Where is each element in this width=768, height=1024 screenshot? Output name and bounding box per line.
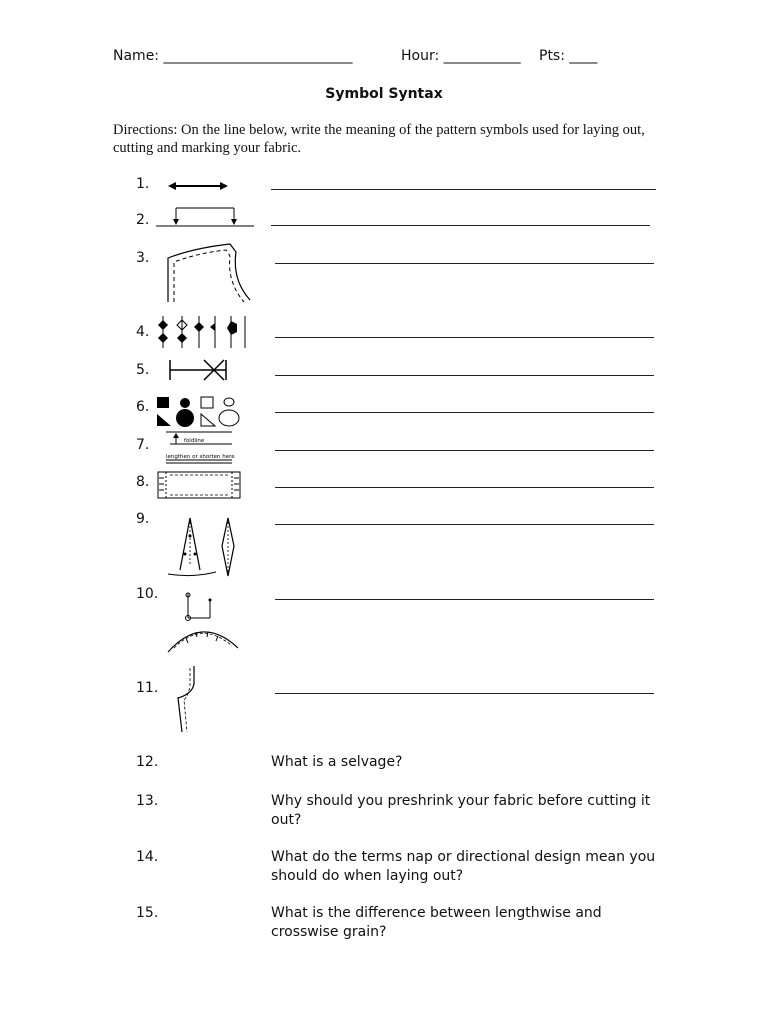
- answer-line-6[interactable]: [275, 412, 654, 413]
- answer-line-1[interactable]: [271, 189, 656, 190]
- item-number-2: 2.: [136, 212, 150, 228]
- hour-label: Hour: ___________: [401, 48, 521, 64]
- item-number-3: 3.: [136, 250, 150, 266]
- answer-line-8[interactable]: [275, 487, 654, 488]
- question-text-13: Why should you preshrink your fabric before cutting it out?: [271, 793, 651, 828]
- answer-line-2[interactable]: [271, 225, 650, 226]
- item-number-6: 6.: [136, 399, 150, 415]
- pts-label: Pts: ____: [539, 48, 598, 64]
- rectangle-marking-icon: [156, 470, 242, 500]
- item-number-5: 5.: [136, 362, 150, 378]
- place-on-fold-icon: [156, 206, 256, 228]
- item-number-1: 1.: [136, 176, 150, 192]
- notches-icon: [155, 314, 255, 350]
- answer-line-7[interactable]: [275, 450, 654, 451]
- page-title: Symbol Syntax: [325, 86, 443, 102]
- answer-line-3[interactable]: [275, 263, 654, 264]
- question-number-12: 12.: [136, 754, 159, 770]
- darts-icon: [166, 514, 244, 580]
- answer-line-5[interactable]: [275, 375, 654, 376]
- question-number-14: 14.: [136, 849, 159, 865]
- item-number-11: 11.: [136, 680, 159, 696]
- answer-line-11[interactable]: [275, 693, 654, 694]
- item-number-4: 4.: [136, 324, 150, 340]
- dots-symbols-icon: [154, 394, 244, 428]
- question-text-14: What do the terms nap or directional design mean you should do when laying out?: [271, 849, 656, 884]
- question-number-13: 13.: [136, 793, 159, 809]
- lengthen-shorten-icon: [164, 430, 236, 464]
- seam-allowance-icon: [172, 664, 202, 734]
- question-number-15: 15.: [136, 905, 159, 921]
- foldline-text: foldline: [184, 438, 205, 444]
- cutting-line-icon: [164, 240, 254, 306]
- grainline-arrow-icon: [166, 178, 230, 194]
- question-text-15: What is the difference between lengthwise and crosswise grain?: [271, 905, 602, 940]
- name-label: Name: ___________________________: [113, 48, 353, 64]
- item-number-9: 9.: [136, 511, 150, 527]
- directions-text: Directions: On the line below, write the meaning of the pattern symbols used for laying out, cutting and marking your fabric.: [113, 122, 645, 156]
- question-text-12: What is a selvage?: [271, 754, 403, 770]
- stitching-line-icon: [166, 358, 230, 382]
- item-number-7: 7.: [136, 437, 150, 453]
- answer-line-10[interactable]: [275, 599, 654, 600]
- answer-line-9[interactable]: [275, 524, 654, 525]
- item-number-10: 10.: [136, 586, 159, 602]
- item-number-8: 8.: [136, 474, 150, 490]
- answer-line-4[interactable]: [275, 337, 654, 338]
- lengthen-text: lengthen or shorten here: [166, 454, 235, 460]
- ease-line-icon: [166, 590, 242, 656]
